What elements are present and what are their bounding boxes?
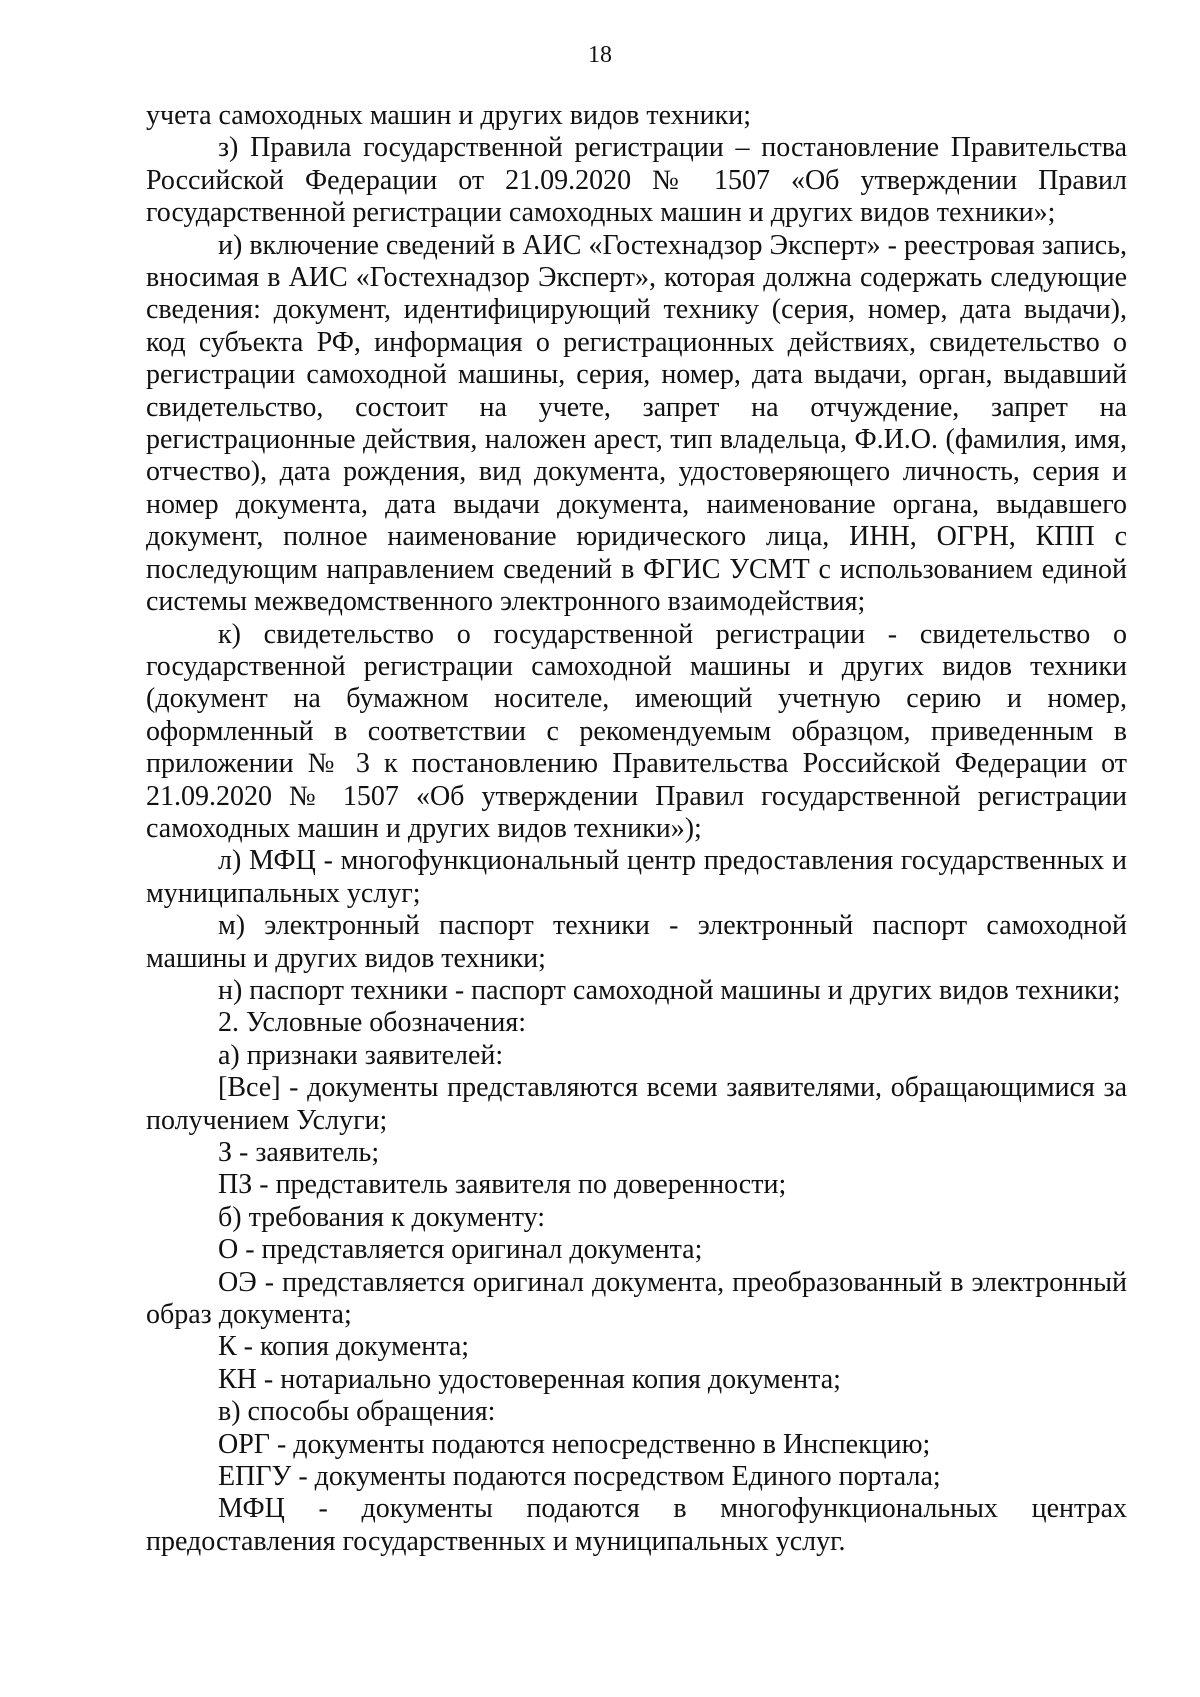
definition-pz: ПЗ - представитель заявителя по доверенности;: [218, 1169, 787, 1201]
definition-mfc: МФЦ - документы подаются в многофункциональных центрах предоставления государственных и муниципальных услуг.: [146, 1493, 1127, 1557]
page-number: 18: [588, 42, 612, 68]
definition-o: О - представляется оригинал документа;: [218, 1234, 703, 1266]
definition-kn: КН - нотариально удостоверенная копия документа;: [218, 1363, 841, 1395]
paragraph-document-requirements: б) требования к документу:: [218, 1201, 546, 1233]
paragraph-item-k: к) свидетельство о государственной регистрации - свидетельство о государственной регистрации самоходной машины и других видов техники (документ на бумажном носителе, имеющий учетную серию и номер, оформленный в соответствии с рекомендуемым образцом, приведенным в приложении № 3 к постановлению Правительства Российской Федерации от 21.09.2020 № 1507 «Об утверждении Правил государственной регистрации самоходных машин и других видов техники»);: [146, 618, 1127, 844]
paragraph-application-methods: в) способы обращения:: [218, 1396, 496, 1428]
definition-z: З - заявитель;: [218, 1137, 380, 1168]
paragraph-item-n: н) паспорт техники - паспорт самоходной машины и других видов техники;: [218, 974, 1121, 1006]
paragraph-item-z: з) Правила государственной регистрации – постановление Правительства Российской Федерации от 21.09.2020 № 1507 «Об утверждении Правил государственной регистрации самоходных машин и других видов техники»;: [146, 132, 1127, 229]
paragraph-item-l: л) МФЦ - многофункциональный центр предоставления государственных и муниципальных услуг;: [146, 845, 1127, 909]
paragraph-continuation: учета самоходных машин и других видов техники;: [146, 100, 752, 131]
paragraph-item-m: м) электронный паспорт техники - электронный паспорт самоходной машины и других видов техники;: [146, 910, 1127, 974]
definition-epgu: ЕПГУ - документы подаются посредством Единого портала;: [218, 1461, 941, 1493]
section-heading-conventions: 2. Условные обозначения:: [218, 1007, 527, 1039]
definition-org: ОРГ - документы подаются непосредственно в Инспекцию;: [218, 1428, 931, 1460]
paragraph-applicant-signs: а) признаки заявителей:: [218, 1039, 504, 1071]
document-body: [146, 100, 1127, 1558]
paragraph-item-i: и) включение сведений в АИС «Гостехнадзор Эксперт» - реестровая запись, вносимая в АИС «Гостехнадзор Эксперт», которая должна содержать следующие сведения: документ, идентифицирующий технику (серия, номер, дата выдачи), код субъекта РФ, информация о регистрационных действиях, свидетельство о регистрации самоходной машины, серия, номер, дата выдачи, орган, выдавший свидетельство, состоит на учете, запрет на отчуждение, запрет на регистрационные действия, наложен арест, тип владельца, Ф.И.О. (фамилия, имя, отчество), дата рождения, вид документа, удостоверяющего личность, серия и номер документа, дата выдачи документа, наименование органа, выдавшего документ, полное наименование юридического лица, ИНН, ОГРН, КПП с последующим направлением сведений в ФГИС УСМТ с использованием единой системы межведомственного электронного взаимодействия;: [146, 229, 1127, 618]
definition-all: [Все] - документы представляются всеми заявителями, обращающимися за получением Услуги;: [146, 1072, 1127, 1136]
definition-oe: ОЭ - представляется оригинал документа, преобразованный в электронный образ документа;: [146, 1266, 1127, 1331]
definition-k: К - копия документа;: [218, 1331, 470, 1363]
